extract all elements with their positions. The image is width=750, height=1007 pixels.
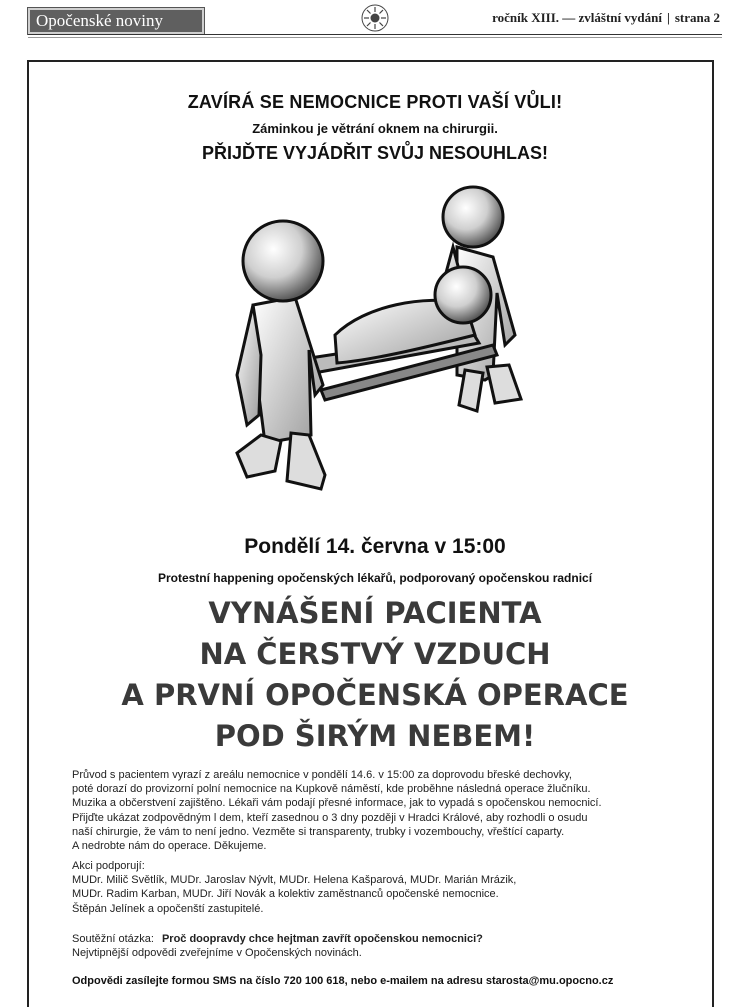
event-description [72, 768, 692, 853]
page-number: strana 2 [674, 10, 720, 25]
supporters-line: Štěpán Jelínek a opočenští zastupitelé. [72, 902, 264, 915]
contest-question-line [72, 932, 692, 946]
separator: | [666, 10, 670, 25]
description-line: naší chirurgie, že vám to není jedno. Vezměte si transparenty, trubky i vozembouchy, vřeštící caparty. [72, 825, 565, 838]
event-organizer-note: Protestní happening opočenských lékařů, podporovaný opočenskou radnicí [157, 571, 593, 585]
description-line: Muzika a občerstvení zajištěno. Lékaři vám podají přesné informace, jak to vypadá s opočenskou nemocnicí. [72, 797, 602, 810]
description-line: Přijďte ukázat zodpovědným l dem, kteří zasednou o 3 dny později v Hradci Králové, aby rozhodli o osudu [72, 811, 588, 824]
supporters-line: Akci podporují: [72, 860, 145, 872]
event-title-line: VYNÁŠENÍ PACIENTA [208, 596, 542, 630]
doctors-carrying-patient-illustration [225, 185, 535, 505]
supporters-line: MUDr. Milič Světlík, MUDr. Jaroslav Nývlt, MUDr. Helena Kašparová, MUDr. Marián Mrázik, [72, 874, 517, 887]
supporters-line: MUDr. Radim Karban, MUDr. Jiří Novák a kolektiv zaměstnanců opočenské nemocnice. [72, 888, 499, 901]
sun-logo-icon [361, 4, 389, 32]
contest-section [72, 932, 692, 960]
newspaper-masthead [28, 8, 204, 34]
event-title [0, 593, 750, 757]
newspaper-name: Opočenské noviny [36, 11, 164, 30]
supporters-list [72, 859, 692, 916]
poster-headline: ZAVÍRÁ SE NEMOCNICE PROTI VAŠÍ VŮLI! [187, 92, 563, 112]
contest-question: Proč doopravdy chce hejtman zavřít opočenskou nemocnici? [161, 933, 483, 945]
description-line: A nedrobte nám do operace. Děkujeme. [72, 840, 267, 853]
issue-label: ročník XIII. — zvláštní vydání [492, 10, 662, 25]
description-line: Průvod s pacientem vyrazí z areálu nemocnice v pondělí 14.6. v 15:00 za doprovodu břeské dechovky, [72, 769, 572, 781]
contest-label: Soutěžní otázka: [72, 933, 154, 945]
header-rule [28, 34, 722, 35]
poster-call-to-action: PŘIJĎTE VYJÁDŘIT SVŮJ NESOUHLAS! [201, 143, 549, 163]
event-title-line: POD ŠIRÝM NEBEM! [214, 719, 536, 753]
event-date-time: Pondělí 14. června v 15:00 [244, 535, 506, 558]
answers-info [72, 974, 692, 988]
answers-info-line: Odpovědi zasílejte formou SMS na číslo 720 100 618, nebo e-mailem na adresu starosta@mu.opocno.cz [72, 975, 614, 987]
description-line: poté dorazí do provizorní polní nemocnice na Kupkově náměstí, kde proběhne následná operace žlučníku. [72, 783, 591, 796]
contest-note: Nejvtipnější odpovědi zveřejníme v Opočenských novinách. [72, 947, 362, 960]
header-rule-secondary [28, 37, 722, 38]
poster-pretext: Záminkou je větrání oknem na chirurgii. [252, 121, 498, 136]
event-title-line: A PRVNÍ OPOČENSKÁ OPERACE [121, 678, 629, 712]
issue-info [492, 10, 720, 26]
front-doctor-figure [237, 221, 325, 489]
event-title-line: NA ČERSTVÝ VZDUCH [199, 637, 551, 671]
